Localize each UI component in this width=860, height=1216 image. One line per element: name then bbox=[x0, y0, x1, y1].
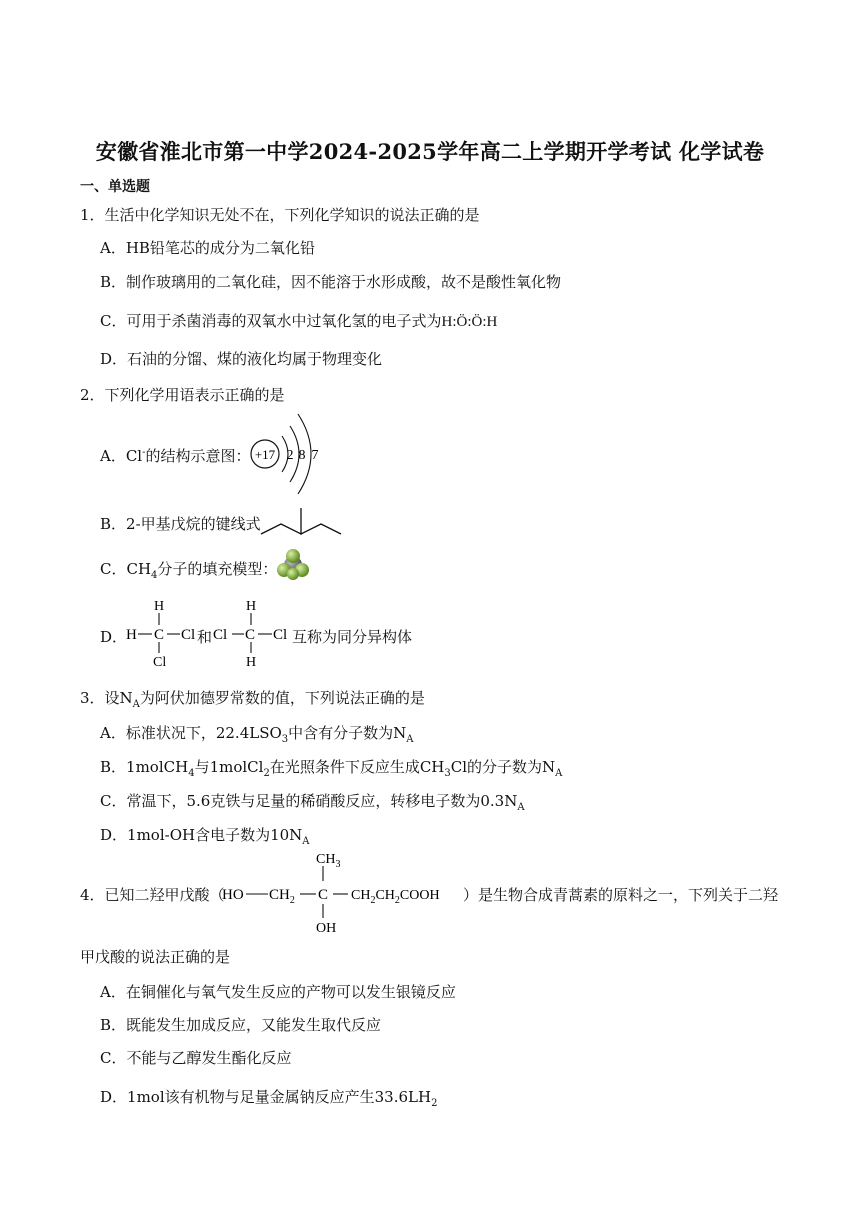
q3-option-a bbox=[100, 722, 414, 745]
q2-c-suffix: 分子的填充模型： bbox=[157, 560, 278, 578]
q2-option-d bbox=[100, 626, 127, 647]
q3-d-sub: A bbox=[302, 836, 310, 847]
q3-option-c bbox=[100, 790, 525, 813]
atom-cl: Cl bbox=[213, 627, 228, 643]
q3-b-text: B．1molCH bbox=[100, 758, 189, 776]
q3-b-sub: 2 bbox=[263, 768, 270, 779]
q4-option-a: A．在铜催化与氧气发生反应的产物可以发生银镜反应 bbox=[100, 983, 456, 1001]
q1-option-c bbox=[100, 310, 497, 331]
group-oh: OH bbox=[316, 921, 337, 936]
q3-a-sub: 3 bbox=[281, 734, 289, 745]
q2-d-and: 和 bbox=[197, 628, 213, 646]
group-ch3: $CH_3$ bbox=[316, 852, 341, 870]
q2-a-suffix: 的结构示意图： bbox=[145, 447, 251, 465]
q2-option-c bbox=[100, 558, 277, 581]
group-ch2: $CH_2$ bbox=[269, 887, 295, 906]
q2-c-sub: 4 bbox=[151, 570, 158, 581]
q2-d-prefix: D． bbox=[100, 628, 128, 646]
page-title: 安徽省淮北市第一中学2024-2025学年高二上学期开学考试 化学试卷 bbox=[95, 139, 765, 164]
atom-h: H bbox=[126, 627, 137, 643]
h2o2-electron-formula: H:Ö:Ö:H bbox=[441, 314, 498, 330]
q1-option-b: B．制作玻璃用的二氧化硅，因不能溶于水形成酸，故不是酸性氧化物 bbox=[100, 273, 562, 291]
q3-c-text: C．常温下，5.6克铁与足量的稀硝酸反应，转移电子数为0.3N bbox=[100, 792, 518, 810]
q4-d-text: D．1mol该有机物与足量金属钠反应产生33.6LH bbox=[100, 1088, 432, 1106]
shell-1-electrons: 2 bbox=[286, 448, 294, 463]
q3-stem-prefix: 3．设N bbox=[80, 689, 133, 707]
q1-option-c-text: C．可用于杀菌消毒的双氧水中过氧化氢的电子式为 bbox=[100, 312, 442, 330]
q3-option-b bbox=[100, 756, 562, 779]
group-ch2ch2cooh: $CH_2CH_2COOH$ bbox=[351, 888, 440, 906]
q3-stem bbox=[80, 687, 425, 710]
skeletal-formula-2-methylpentane bbox=[258, 498, 348, 540]
group-ho: HO bbox=[222, 887, 244, 903]
q4-d-sub: 2 bbox=[431, 1098, 438, 1109]
q3-b-text: Cl的分子数为N bbox=[450, 758, 556, 776]
q3-stem-suffix: 为阿伏加德罗常数的值，下列说法正确的是 bbox=[139, 689, 425, 707]
q3-stem-sub: A bbox=[132, 699, 140, 710]
q3-d-text: D．1mol-OH含电子数为10N bbox=[100, 826, 303, 844]
q3-b-text: 与1molCl bbox=[194, 758, 264, 776]
q4-stem-line1-suffix: ）是生物合成青蒿素的原料之一，下列关于二羟 bbox=[463, 886, 779, 904]
q2-stem: 2．下列化学用语表示正确的是 bbox=[80, 386, 285, 404]
shell-3-electrons: 7 bbox=[311, 448, 319, 463]
q4-option-b: B．既能发生加成反应，又能发生取代反应 bbox=[100, 1016, 382, 1034]
atom-h: H bbox=[246, 599, 257, 614]
q2-a-charge: - bbox=[142, 447, 146, 458]
q3-b-sub: 4 bbox=[188, 768, 195, 779]
ch4-space-filling-model bbox=[276, 548, 310, 582]
mevalonic-acid-structure bbox=[220, 848, 464, 936]
q1-option-d: D．石油的分馏、煤的液化均属于物理变化 bbox=[100, 350, 383, 368]
q2-option-b: B．2-甲基戊烷的键线式 bbox=[100, 515, 261, 533]
cl-ion-structure-diagram bbox=[244, 408, 334, 500]
q3-b-sub: 3 bbox=[444, 768, 451, 779]
atom-h: H bbox=[154, 599, 165, 614]
q4-option-c: C．不能与乙醇发生酯化反应 bbox=[100, 1049, 292, 1067]
q2-c-prefix: C．CH bbox=[100, 560, 152, 578]
q3-option-d bbox=[100, 824, 310, 847]
q1-option-a: A．HB铅笔芯的成分为二氧化铅 bbox=[100, 239, 315, 257]
section-heading: 一、单选题 bbox=[80, 179, 150, 195]
q2-a-prefix: A．Cl bbox=[100, 447, 143, 465]
shell-2-electrons: 8 bbox=[298, 448, 306, 463]
q2-d-suffix: 互称为同分异构体 bbox=[292, 628, 413, 646]
q4-option-d bbox=[100, 1086, 437, 1109]
q3-c-sub: A bbox=[517, 802, 525, 813]
q2-option-a bbox=[100, 445, 251, 466]
q4-stem-line1-prefix: 4．已知二羟甲戊酸（ bbox=[80, 886, 225, 904]
dichloromethane-structure-2 bbox=[212, 596, 294, 668]
q3-a-text: 中含有分子数为N bbox=[288, 724, 407, 742]
q3-b-text: 在光照条件下反应生成CH bbox=[269, 758, 445, 776]
q3-b-sub: A bbox=[555, 768, 563, 779]
q4-stem-line2: 甲戊酸的说法正确的是 bbox=[80, 948, 231, 966]
central-carbon: C bbox=[318, 887, 329, 903]
atom-cl: Cl bbox=[153, 655, 167, 668]
q3-a-text: A．标准状况下，22.4LSO bbox=[100, 724, 282, 742]
q3-a-sub: A bbox=[406, 734, 414, 745]
atom-c: C bbox=[154, 627, 165, 643]
atom-c: C bbox=[245, 627, 256, 643]
atom-cl: Cl bbox=[273, 627, 288, 643]
atom-cl: Cl bbox=[181, 627, 196, 643]
q1-stem: 1．生活中化学知识无处不在，下列化学知识的说法正确的是 bbox=[80, 206, 480, 224]
atom-h: H bbox=[246, 655, 257, 668]
nucleus-charge: +17 bbox=[254, 447, 276, 462]
